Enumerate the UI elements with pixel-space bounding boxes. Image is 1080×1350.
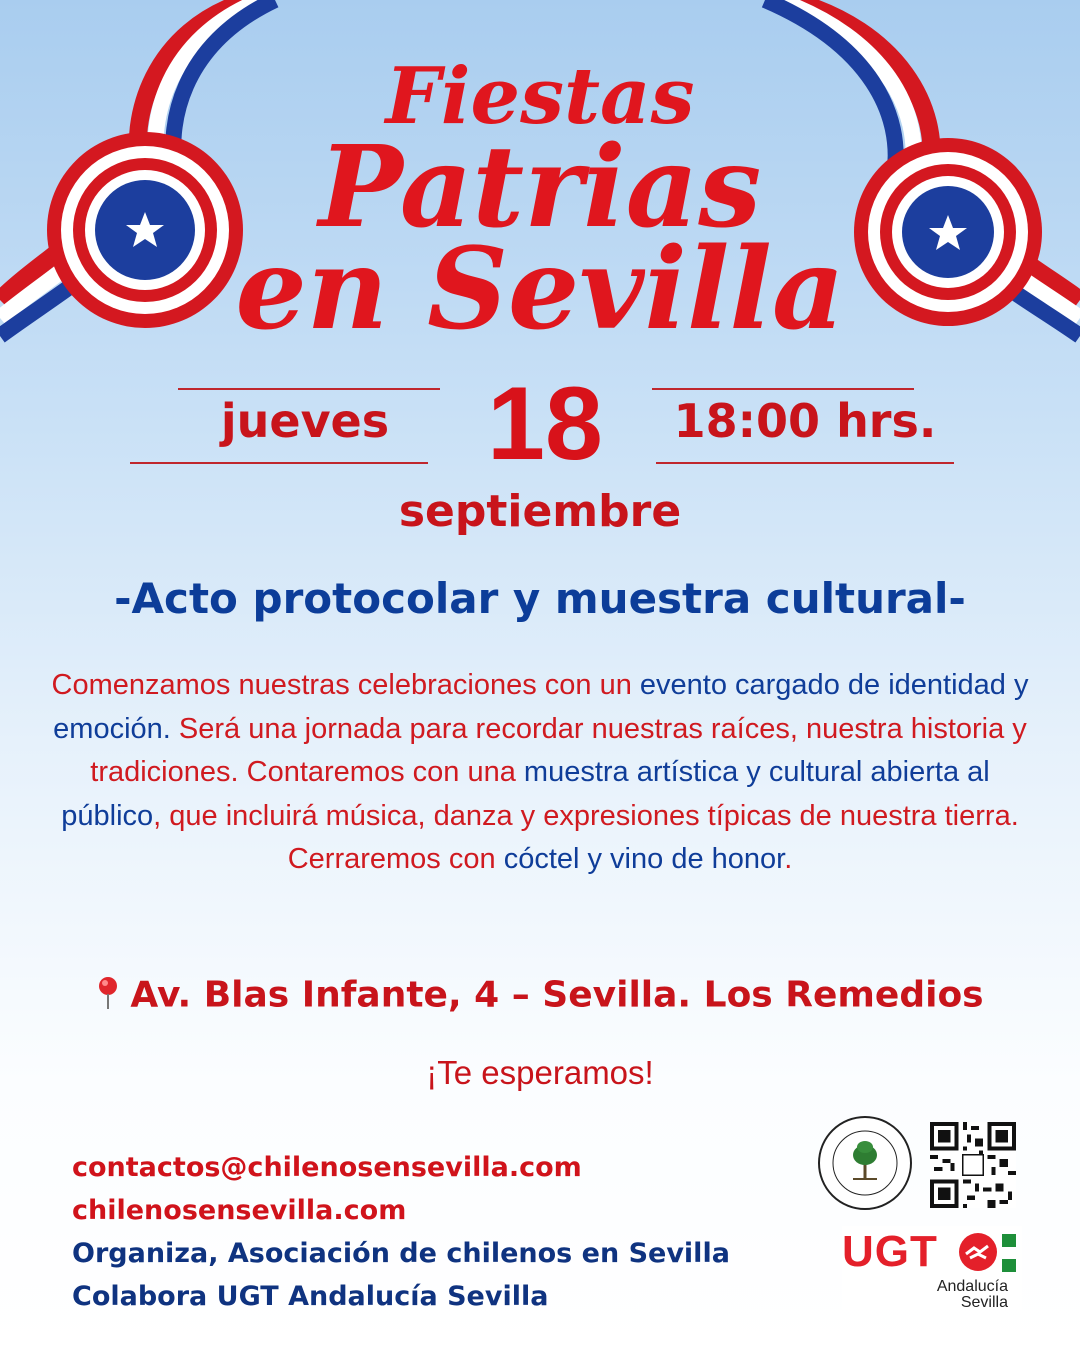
event-time: 18:00 hrs. [673,394,937,448]
collaborator-text: Colabora UGT Andalucía Sevilla [72,1281,549,1312]
ugt-wordmark: UGT [842,1227,938,1276]
description-segment: muestra artística y cultural abierta al público [61,756,990,832]
divider [652,388,914,390]
description-segment: Comenzamos nuestras celebraciones con un [51,669,640,701]
ugt-city: Sevilla [960,1294,1008,1311]
ugt-region: Andalucía [936,1278,1008,1295]
event-weekday: jueves [220,394,390,448]
event-month: septiembre [398,486,682,537]
ugt-logo [842,1226,1022,1310]
association-seal-logo [817,1115,913,1211]
divider [656,462,954,464]
event-day-number: 18 [487,366,603,482]
contact-email-link[interactable]: contactos@chilenosensevilla.com [72,1152,582,1183]
divider [178,388,440,390]
title-line-1: Fiestas [385,51,695,142]
description-segment: cóctel y vino de honor [503,843,785,875]
description-segment: Será una jornada para recordar nuestras raíces, nuestra historia y tradiciones. Contaremos con una [90,712,1027,788]
organizer-text: Organiza, Asociación de chilenos en Sevilla [72,1238,730,1269]
event-address [0,976,1080,1017]
address-text: Av. Blas Infante, 4 – Sevilla. Los Remedios [130,974,984,1016]
event-subtitle: -Acto protocolar y muestra cultural- [114,574,966,623]
title-line-2: Patrias [318,122,762,253]
footer-contacts [72,1146,730,1318]
handshake-icon [958,1232,998,1272]
invite-text: ¡Te esperamos! [426,1054,654,1091]
andalucia-flag-icon [1002,1234,1016,1272]
title-line-3: en Sevilla [235,224,845,355]
description-segment: . [784,843,793,875]
event-description [40,664,1040,882]
map-pin-icon [96,976,120,1017]
divider [130,462,428,464]
qr-code-icon[interactable] [930,1122,1016,1208]
website-link[interactable]: chilenosensevilla.com [72,1195,407,1226]
description-segment: , que incluirá música, danza y expresiones típicas de nuestra tierra. Cerraremos con [153,799,1019,875]
description-segment: evento cargado de identidad y emoción. [53,669,1029,745]
